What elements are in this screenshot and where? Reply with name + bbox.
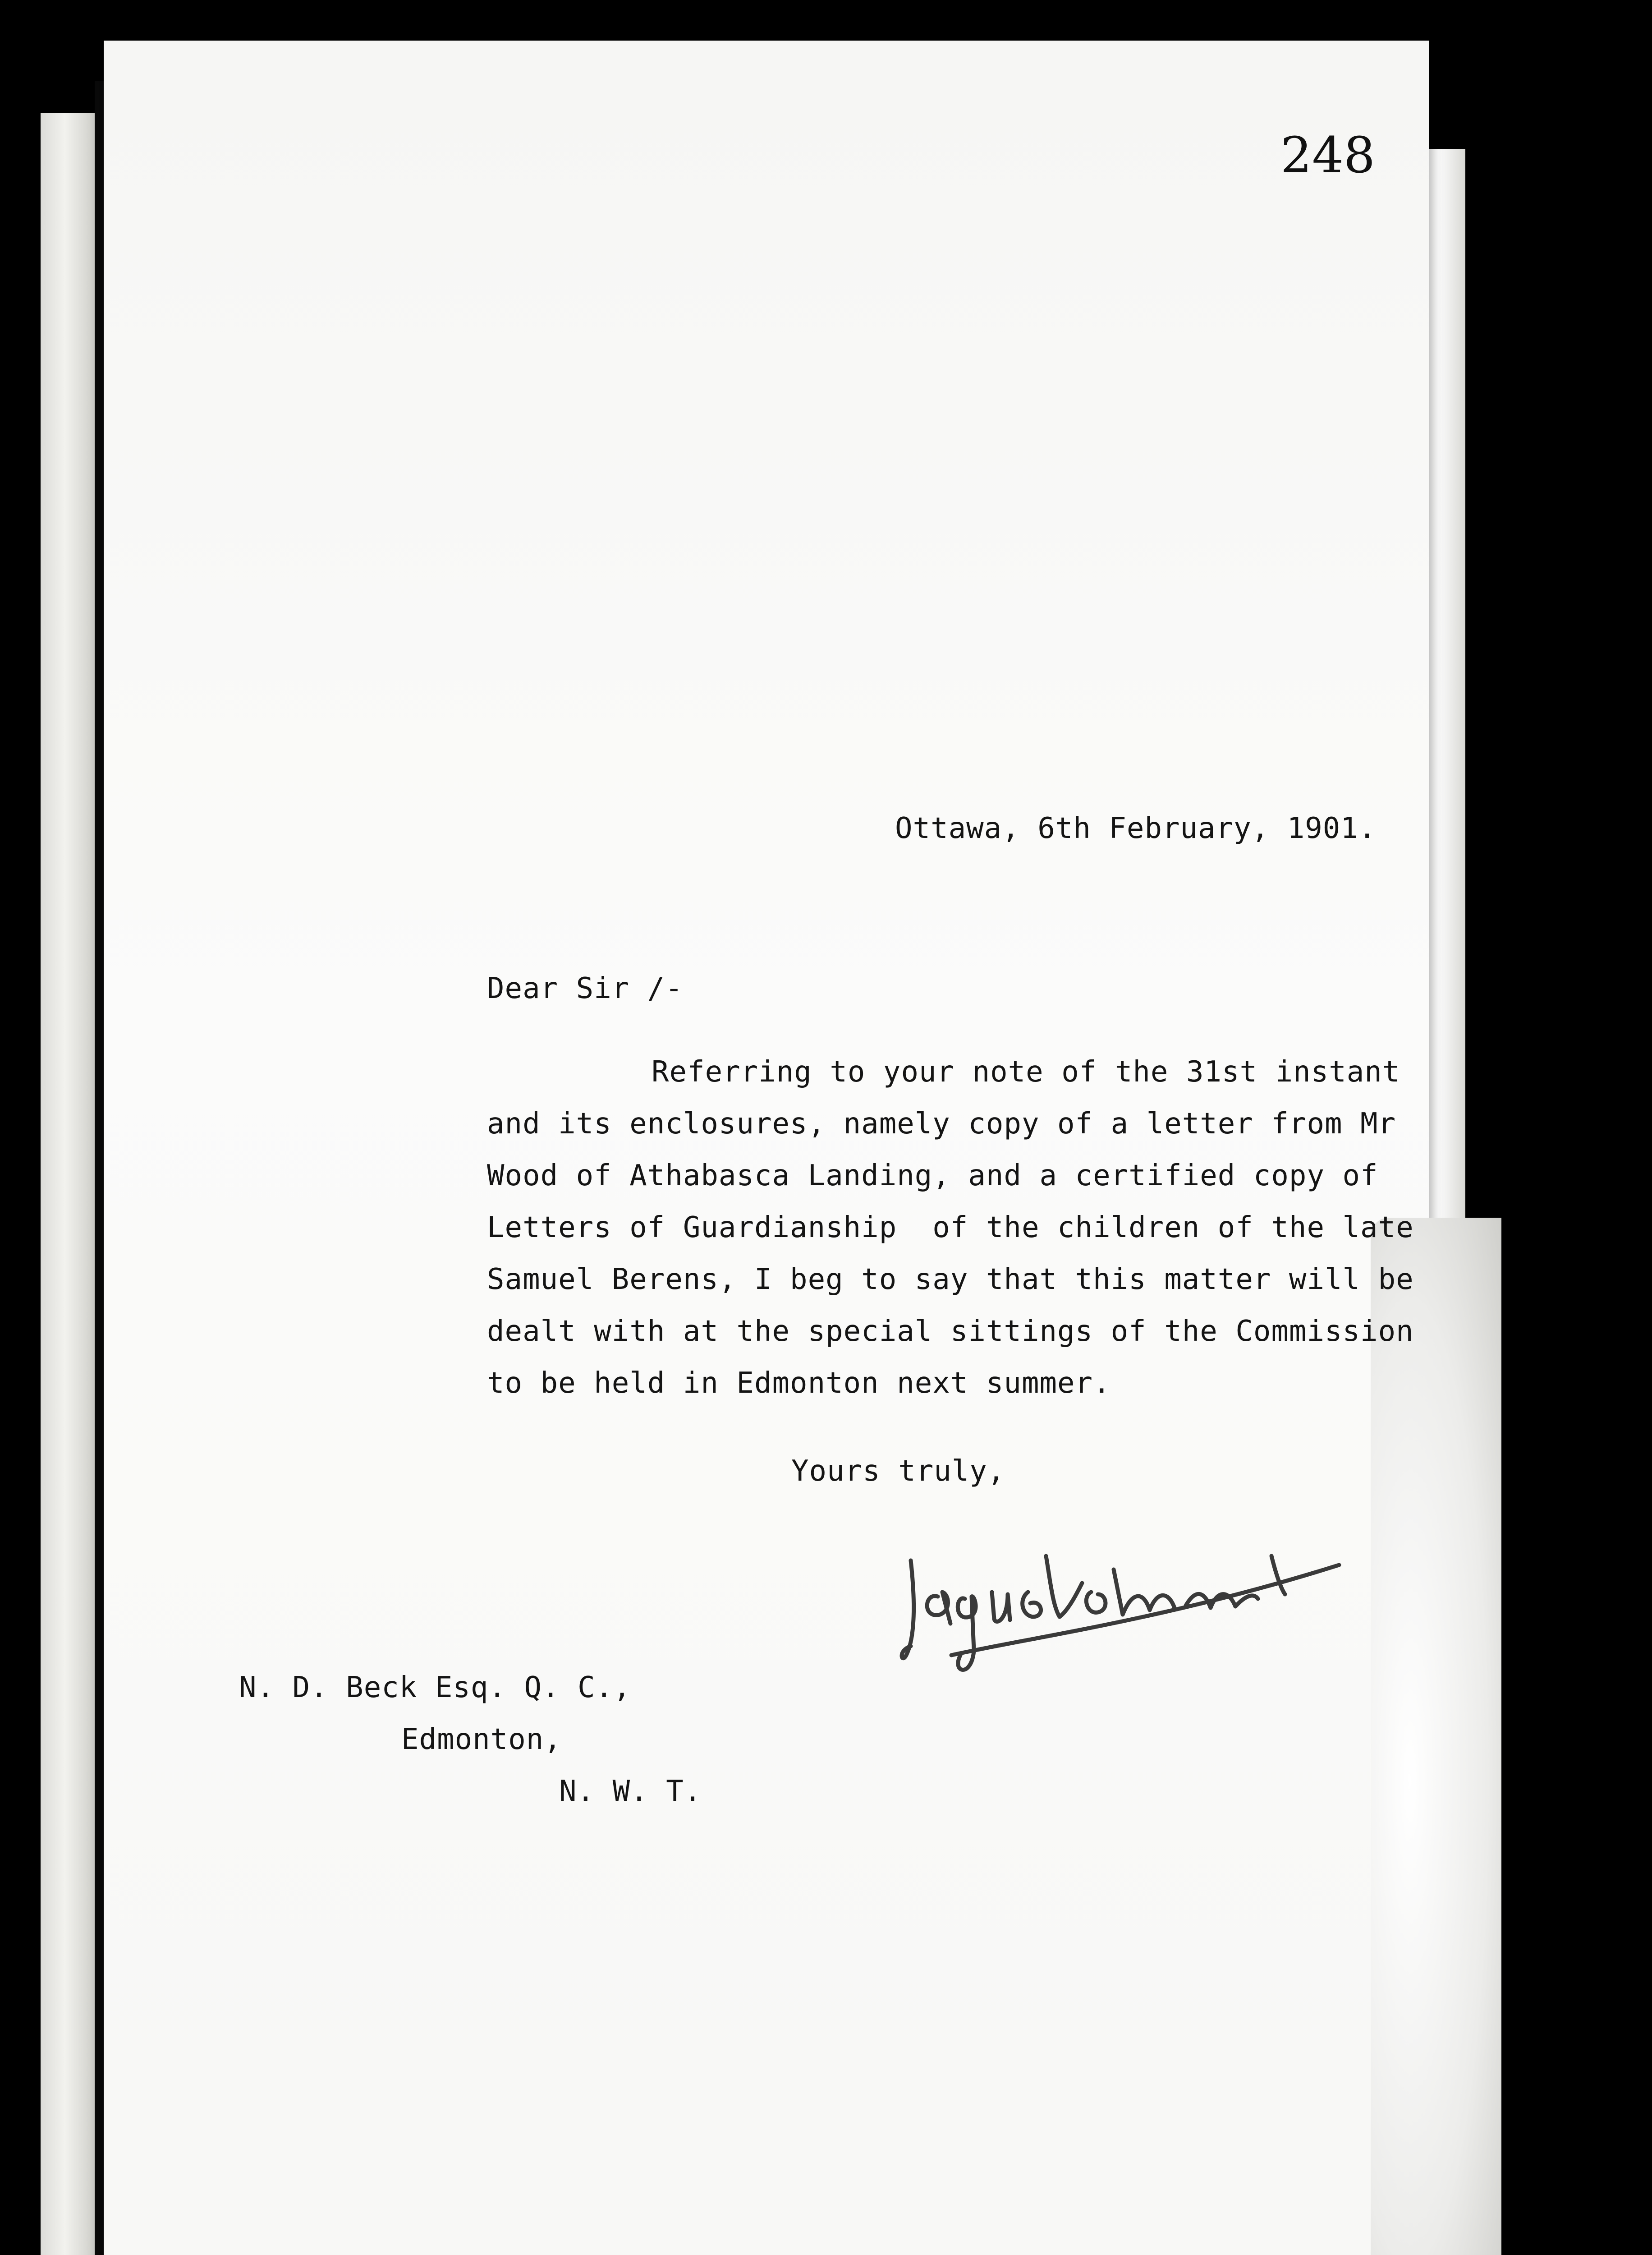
- address-line-1: N. D. Beck Esq. Q. C.,: [239, 1671, 631, 1704]
- body-line-7: to be held in Edmonton next summer.: [487, 1367, 1111, 1400]
- salutation: Dear Sir /-: [487, 972, 683, 1005]
- address-line-3: N. W. T.: [559, 1775, 702, 1808]
- body-line-2: and its enclosures, namely copy of a letter from Mr: [487, 1107, 1396, 1141]
- page-curl-shadow: [1371, 1218, 1501, 2255]
- address-line-2: Edmonton,: [401, 1723, 562, 1756]
- body-line-6: dealt with at the special sittings of the Commission: [487, 1315, 1414, 1348]
- body-line-1: Referring to your note of the 31st instant: [652, 1055, 1400, 1089]
- closing: Yours truly,: [791, 1454, 1005, 1488]
- body-line-5: Samuel Berens, I beg to say that this matter will be: [487, 1263, 1414, 1296]
- body-line-4: Letters of Guardianship of the children of the late: [487, 1211, 1414, 1244]
- letter-page: [104, 41, 1429, 2255]
- page-number: 248: [1280, 126, 1375, 184]
- handwritten-signature: [897, 1502, 1366, 1691]
- body-line-3: Wood of Athabasca Landing, and a certified copy of: [487, 1159, 1378, 1192]
- binding-strip: [41, 113, 95, 2255]
- date-line: Ottawa, 6th February, 1901.: [895, 812, 1377, 845]
